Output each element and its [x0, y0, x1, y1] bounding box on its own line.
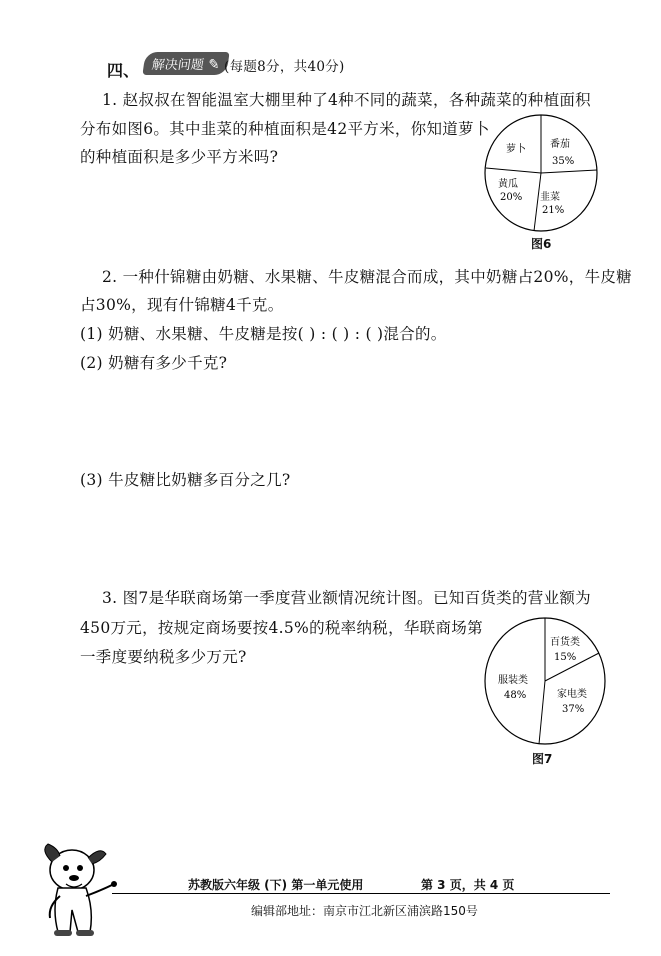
fig7-label-fuzhuang-name: 服装类: [498, 675, 528, 686]
fig6-pie-chart: [482, 112, 600, 234]
q2-sub2: (2) 奶糖有多少千克?: [80, 354, 228, 372]
section-scoring: (每题8分，共40分): [224, 59, 345, 75]
mascot-icon: ✎: [206, 57, 221, 73]
fig6-label-fanqie-name: 番茄: [550, 139, 570, 150]
fig7-pie-chart: [482, 615, 608, 747]
fig7-divider-bottom: [539, 681, 545, 744]
fig7-label-fuzhuang-pct: 48%: [504, 690, 527, 701]
q1-line2: 分布如图6。其中韭菜的种植面积是42平方米，你知道萝卜: [80, 120, 490, 138]
fig6-label-jiucai-pct: 21%: [542, 205, 565, 216]
section-number: 四、: [107, 61, 140, 80]
fig6-label-luobo: 萝卜: [506, 144, 526, 155]
fig6-label-huanggua-name: 黄瓜: [498, 179, 518, 190]
dog-mascot-icon: [30, 840, 120, 940]
q3-line2: 450万元，按规定商场要按4.5%的税率纳税，华联商场第: [80, 619, 483, 637]
q1-line1: 1. 赵叔叔在智能温室大棚里种了4种不同的蔬菜，各种蔬菜的种植面积: [102, 91, 591, 109]
fig7-caption: 图7: [532, 752, 553, 766]
footer-page-info: 第 3 页，共 4 页: [421, 878, 515, 892]
fig6-label-huanggua-pct: 20%: [500, 192, 523, 203]
q2-line2: 占30%，现有什锦糖4千克。: [80, 296, 284, 314]
section-banner-label: 解决问题: [150, 58, 205, 73]
q2-line1: 2. 一种什锦糖由奶糖、水果糖、牛皮糖混合而成，其中奶糖占20%，牛皮糖: [102, 268, 632, 286]
fig7-label-baihuo-pct: 15%: [554, 652, 577, 663]
q3-line1: 3. 图7是华联商场第一季度营业额情况统计图。已知百货类的营业额为: [102, 589, 591, 607]
fig7-label-jiadian-name: 家电类: [557, 689, 587, 700]
q3-line3: 一季度要纳税多少万元?: [80, 648, 247, 666]
footer-divider: [112, 893, 610, 894]
fig6-divider-left: [486, 168, 541, 173]
q1-line3: 的种植面积是多少平方米吗?: [80, 148, 279, 166]
fig6-divider-right: [541, 170, 597, 173]
q2-sub3: (3) 牛皮糖比奶糖多百分之几?: [80, 471, 291, 489]
fig6-label-fanqie-pct: 35%: [552, 156, 575, 167]
footer-address: 编辑部地址：南京市江北新区浦滨路150号: [251, 904, 478, 918]
fig6-label-jiucai-name: 韭菜: [540, 192, 560, 203]
fig7-label-jiadian-pct: 37%: [562, 704, 585, 715]
fig7-label-baihuo-name: 百货类: [550, 637, 580, 648]
section-banner: [142, 52, 229, 75]
fig6-caption: 图6: [531, 237, 552, 251]
q2-sub1: (1) 奶糖、水果糖、牛皮糖是按( ) : ( ) : ( )混合的。: [80, 325, 447, 343]
footer-book-info: 苏教版六年级 (下) 第一单元使用: [188, 878, 364, 892]
